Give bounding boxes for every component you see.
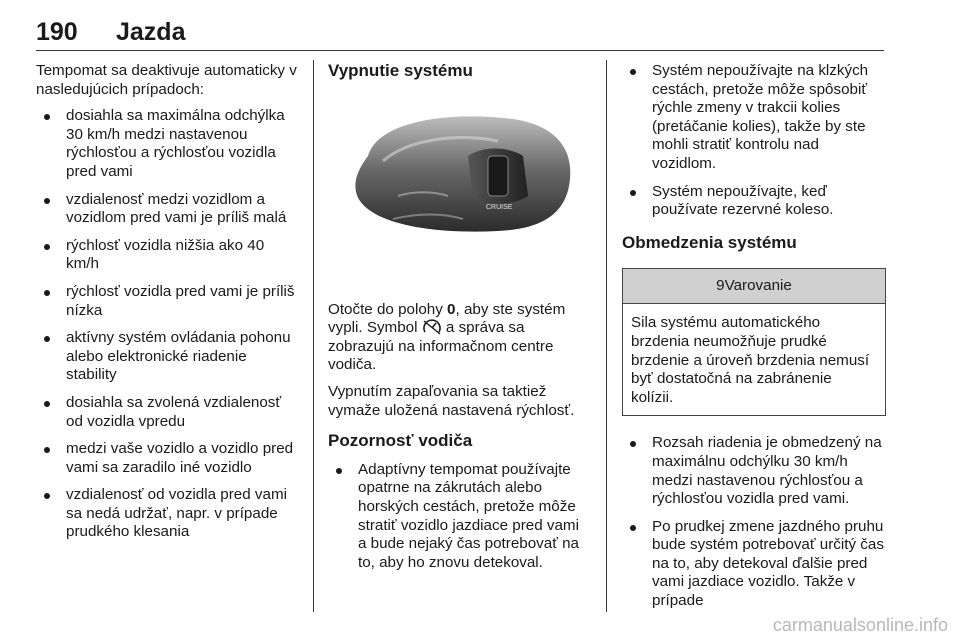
attention-list xyxy=(328,461,590,573)
bullet-icon xyxy=(630,525,636,531)
list-item: medzi vaše vozidlo a vozidlo pred vami sa zaradilo iné vozidlo xyxy=(36,440,300,477)
stalk-cruise-label: CRUISE xyxy=(486,203,513,211)
list-item: rýchlosť vozidla nižšia ako 40 km/h xyxy=(36,237,300,274)
list-item: Po prudkej zmene jazdného pruhu bude systém potrebovať určitý čas na to, aby detekoval ďalšie pred vami jazdiace vozidlo. Takže v prípade xyxy=(622,518,886,611)
bullet-icon xyxy=(336,468,342,474)
warning-title: Varovanie xyxy=(724,277,792,295)
page-number: 190 xyxy=(36,18,78,46)
usage-list xyxy=(622,62,886,220)
chapter-title: Jazda xyxy=(116,18,186,46)
list-item: Systém nepoužívajte na klzkých cestách, pretože môže spôsobiť rýchle zmeny v trakcii kolies (pretáčanie kolies), takže by ste mohli stratiť kontrolu nad vozidlom. xyxy=(622,62,886,174)
bullet-icon xyxy=(630,69,636,75)
bullet-icon xyxy=(630,441,636,447)
bullet-icon xyxy=(44,401,50,407)
section-heading-limits: Obmedzenia systému xyxy=(622,232,797,252)
ignition-paragraph: Vypnutím zapaľovania sa taktiež vymaže uložená nastavená rýchlosť. xyxy=(328,382,575,419)
intro-paragraph: Tempomat sa deaktivuje automaticky v nasledujúcich prípadoch: xyxy=(36,62,297,98)
deactivation-list xyxy=(36,107,300,542)
list-item: dosiahla sa zvolená vzdialenosť od vozidla vpredu xyxy=(36,394,300,431)
watermark: carmanualsonline.info xyxy=(772,615,948,635)
limits-list xyxy=(622,434,886,610)
warning-text: Sila systému automatického brzdenia neumožňuje prudké brzdenie a úroveň brzdenia nemusí byť dostatočná na zabránenie kolízii. xyxy=(631,314,870,406)
list-item: vzdialenosť medzi vozidlom a vozidlom pred vami je príliš malá xyxy=(36,191,300,228)
list-item: vzdialenosť od vozidla pred vami sa nedá udržať, napr. v prípade prudkého klesania xyxy=(36,486,300,542)
list-item: aktívny systém ovládania pohonu alebo elektronické riadenie stability xyxy=(36,329,300,385)
bullet-icon xyxy=(44,493,50,499)
column-3 xyxy=(622,62,886,620)
column-1 xyxy=(36,62,300,551)
list-item: rýchlosť vozidla pred vami je príliš nízka xyxy=(36,283,300,320)
bullet-icon xyxy=(44,290,50,296)
bullet-icon xyxy=(630,190,636,196)
stalk-illustration xyxy=(338,101,578,241)
column-2 xyxy=(328,62,590,581)
bullet-icon xyxy=(44,447,50,453)
list-item: dosiahla sa maximálna odchýlka 30 km/h medzi nastavenou rýchlosťou a rýchlosťou vozidla pred vami xyxy=(36,107,300,181)
list-item: Rozsah riadenia je obmedzený na maximálnu odchýlku 30 km/h medzi nastavenou rýchlosťou a rýchlosťou vozidla pred vami. xyxy=(622,434,886,508)
bullet-icon xyxy=(44,244,50,250)
cruise-control-icon xyxy=(422,319,442,335)
position-zero: 0 xyxy=(447,300,456,318)
column-divider xyxy=(313,60,314,612)
switch-off-paragraph: Otočte do polohy 0, aby ste systém vypli. Symbol a správa sa zobrazujú na informačnom centre vodiča. xyxy=(328,300,566,374)
page-header xyxy=(36,14,884,51)
warning-header xyxy=(623,269,885,304)
list-item: Adaptívny tempomat používajte opatrne na zákrutách alebo horských cestách, pretože môže stratiť vozidlo jazdiace pred vami a bude nejaký čas potrebovať na to, aby ho znovu detekoval. xyxy=(328,461,590,573)
section-heading-attention: Pozornosť vodiča xyxy=(328,431,473,451)
bullet-icon xyxy=(44,198,50,204)
list-item: Systém nepoužívajte, keď používate rezervné koleso. xyxy=(622,183,886,220)
section-heading: Vypnutie systému xyxy=(328,61,473,80)
warning-box xyxy=(622,268,886,416)
warning-number: 9 xyxy=(716,277,725,295)
bullet-icon xyxy=(44,114,50,120)
column-divider xyxy=(606,60,607,612)
bullet-icon xyxy=(44,336,50,342)
cruise-control-stalk-figure xyxy=(338,101,578,241)
